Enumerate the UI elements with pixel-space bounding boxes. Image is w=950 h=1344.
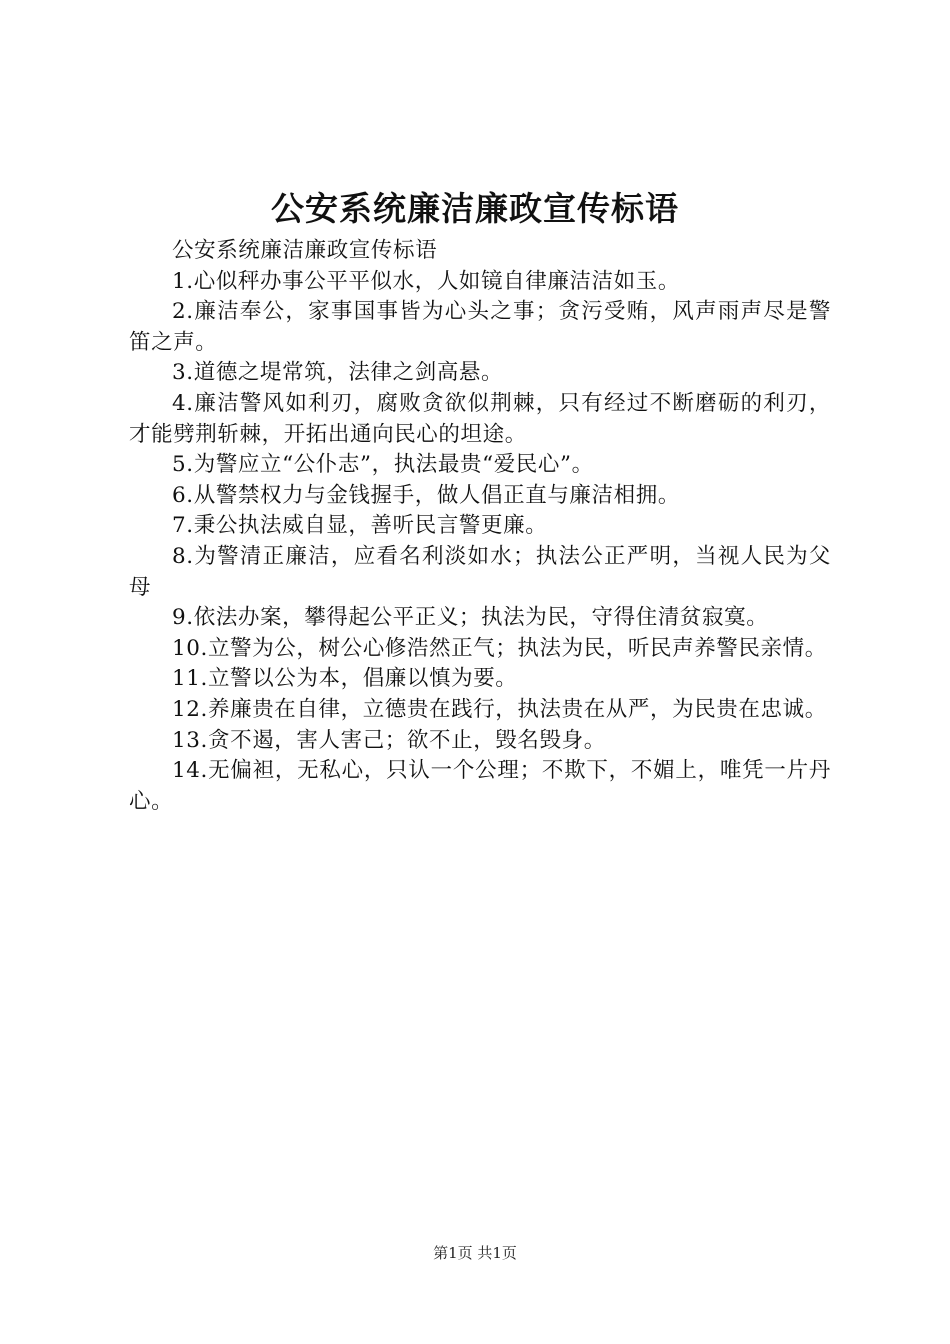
slogan-14: 14.无偏袒，无私心，只认一个公理；不欺下，不媚上，唯凭一片丹心。 bbox=[129, 758, 831, 814]
slogan-1: 1.心似秤办事公平平似水，人如镜自律廉洁洁如玉。 bbox=[172, 268, 680, 294]
slogan-3: 3.道德之堤常筑，法律之剑高悬。 bbox=[172, 360, 504, 386]
document-body bbox=[129, 236, 831, 817]
slogan-13: 13.贪不遏，害人害己；欲不止，毁名毁身。 bbox=[172, 727, 606, 753]
slogan-8: 8.为警清正廉洁，应看名利淡如水；执法公正严明，当视人民为父母 bbox=[129, 543, 831, 600]
slogan-9: 9.依法办案，攀得起公平正义；执法为民，守得住清贫寂寞。 bbox=[172, 605, 769, 631]
slogan-11: 11.立警以公为本，倡廉以慎为要。 bbox=[172, 666, 518, 692]
slogan-2: 2.廉洁奉公，家事国事皆为心头之事；贪污受贿，风声雨声尽是警笛之声。 bbox=[129, 299, 831, 355]
slogan-6: 6.从警禁权力与金钱握手，做人倡正直与廉洁相拥。 bbox=[172, 482, 680, 508]
page-title: 公安系统廉洁廉政宣传标语 bbox=[271, 189, 679, 228]
slogan-5: 5.为警应立“公仆志”，执法最贵“爱民心”。 bbox=[172, 452, 594, 478]
page-number-footer: 第1页 共1页 bbox=[433, 1244, 517, 1262]
slogan-4: 4.廉洁警风如利刃，腐败贪欲似荆棘，只有经过不断磨砺的利刃，才能劈荆斩棘，开拓出通向民心的坦途。 bbox=[129, 390, 831, 447]
slogan-10: 10.立警为公，树公心修浩然正气；执法为民，听民声养警民亲情。 bbox=[172, 635, 827, 661]
slogan-7: 7.秉公执法威自显，善听民言警更廉。 bbox=[172, 513, 548, 539]
slogan-12: 12.养廉贵在自律，立德贵在践行，执法贵在从严，为民贵在忠诚。 bbox=[172, 696, 827, 722]
paragraph-subtitle: 公安系统廉洁廉政宣传标语 bbox=[172, 238, 438, 263]
